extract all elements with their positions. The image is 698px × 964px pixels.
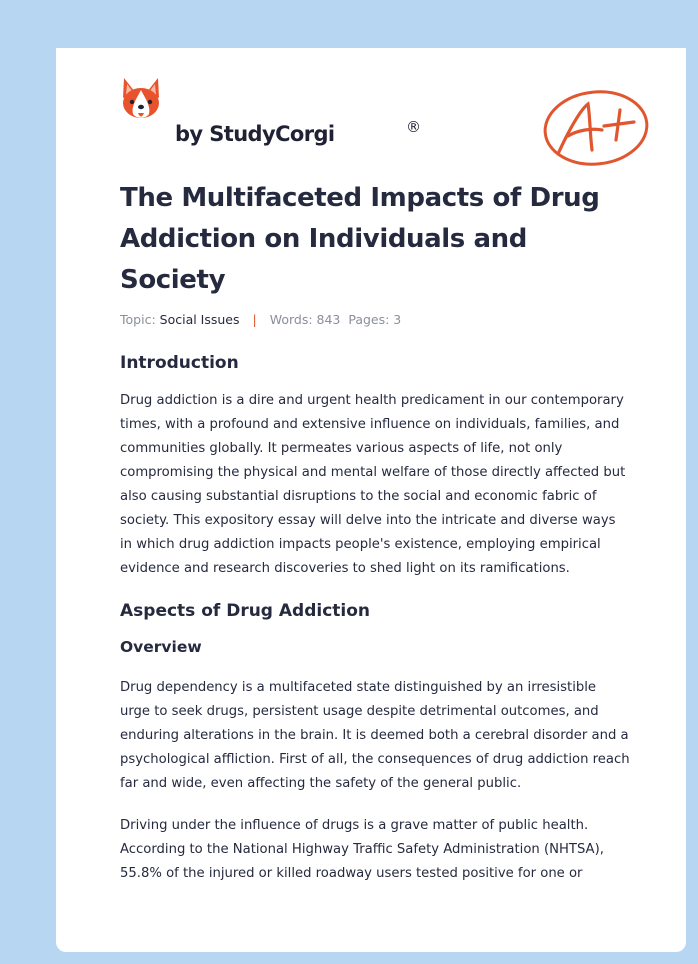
introduction-paragraph: Drug addiction is a dire and urgent health predicament in our contemporary times, with a profound and extensive influence on individuals, families, and communities globally. It permeates various aspects of life, not only compromising the physical and mental welfare of those directly affected but also causing substantial disruptions to the social and economic fabric of society. This expository essay will delve into the intricate and diverse ways in which drug addiction impacts people's existence, employing empirical evidence and research discoveries to shed light on its ramifications. <box>120 393 626 576</box>
introduction-heading: Introduction <box>120 353 239 373</box>
registered-mark: ® <box>406 118 421 136</box>
word-count: Words: 843 <box>269 312 341 327</box>
brand-header <box>120 76 650 156</box>
page-count: Pages: 3 <box>348 312 402 327</box>
brand-name[interactable]: by StudyCorgi <box>175 122 335 146</box>
overview-paragraph: Drug dependency is a multifaceted state distinguished by an irresistible urge to seek drugs, persistent usage despite detrimental outcomes, and enduring alterations in the brain. It is deemed both a cerebral disorder and a psychological affliction. First of all, the consequences of drug addiction reach far and wide, even affecting the safety of the general public. <box>120 680 630 791</box>
overview-heading: Overview <box>120 638 202 656</box>
topic-link[interactable]: Social Issues <box>159 312 240 327</box>
topic-label: Topic: <box>120 312 156 327</box>
a-plus-grade-icon <box>540 86 652 170</box>
corgi-logo-icon <box>120 76 162 122</box>
document-title: The Multifaceted Impacts of Drug Addiction on Individuals and Society <box>120 183 600 295</box>
document-meta <box>120 312 401 327</box>
document-body <box>120 352 630 886</box>
document-page <box>56 48 686 952</box>
aspects-heading: Aspects of Drug Addiction <box>120 601 371 621</box>
meta-separator: | <box>252 312 257 327</box>
driving-paragraph: Driving under the influence of drugs is a grave matter of public health. According to the National Highway Traffic Safety Administration (NHTSA), 55.8% of the injured or killed roadway users tested positive for one or <box>120 818 604 881</box>
